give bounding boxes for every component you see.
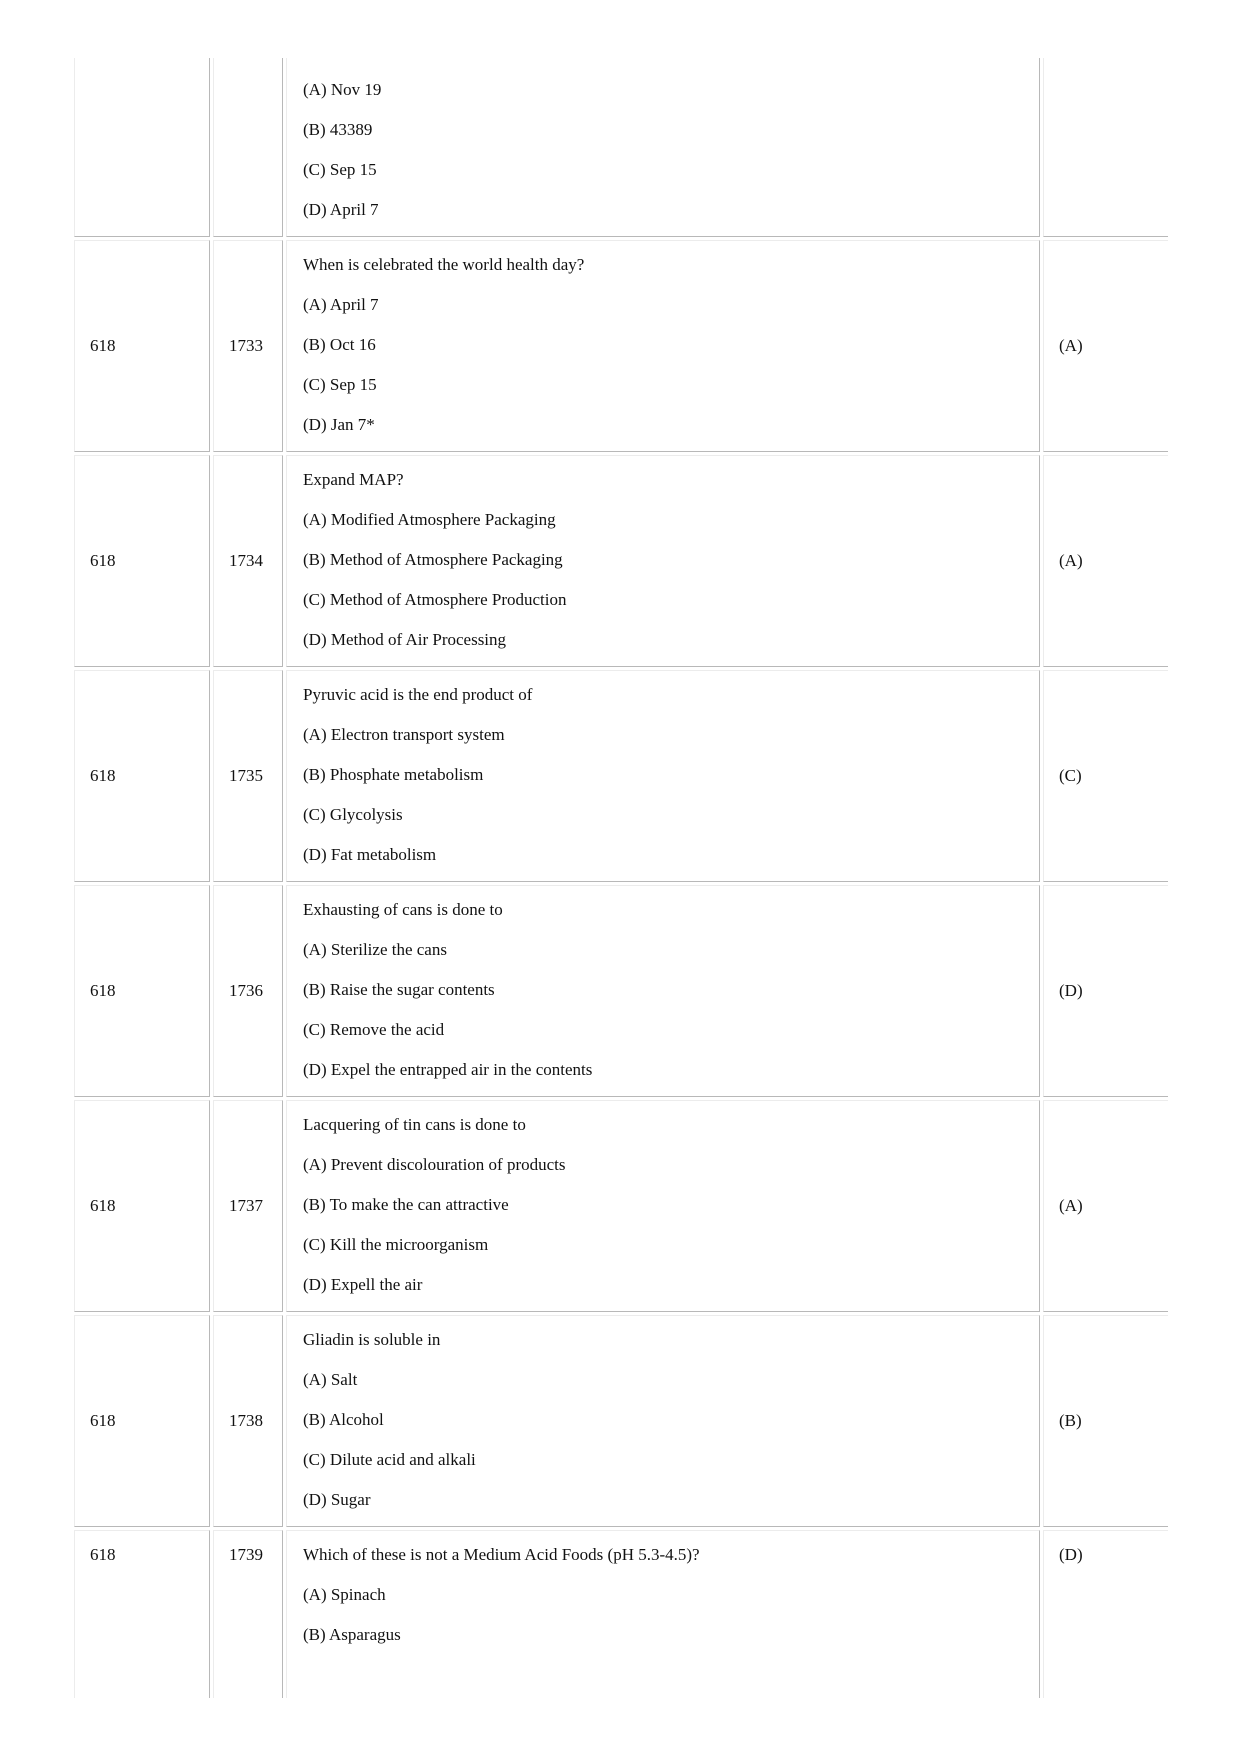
question-cell: [286, 670, 1040, 882]
question-cell: [286, 1530, 1040, 1698]
question-number-cell: 1735: [213, 670, 283, 882]
option-a: (A) Nov 19: [303, 79, 382, 99]
option-a: (A) Salt: [303, 1370, 358, 1389]
option-b: (B) Asparagus: [303, 1625, 401, 1644]
answer-cell: (A): [1043, 240, 1168, 452]
option-c: (C) Sep 15: [303, 375, 377, 394]
table-row: [74, 1100, 1168, 1312]
option-d: (D) Expell the air: [303, 1275, 423, 1294]
option-b: (B) Oct 16: [303, 335, 376, 354]
paper-code-cell: [74, 58, 210, 237]
paper-code-cell: 618: [74, 1315, 210, 1527]
table-row: [74, 240, 1168, 452]
question-number-cell: 1737: [213, 1100, 283, 1312]
answer-cell: (D): [1043, 885, 1168, 1097]
question-number-cell: 1739: [213, 1530, 283, 1698]
paper-code-cell: 618: [74, 455, 210, 667]
option-a: (A) April 7: [303, 295, 379, 314]
option-b: (B) Alcohol: [303, 1410, 384, 1429]
answer-cell: (D): [1043, 1530, 1168, 1698]
question-text: Pyruvic acid is the end product of: [303, 685, 533, 704]
option-a: (A) Electron transport system: [303, 725, 505, 744]
option-d: (D) Jan 7*: [303, 415, 375, 434]
question-text: When is celebrated the world health day?: [303, 255, 585, 274]
table-row: [74, 58, 1168, 237]
question-text: Expand MAP?: [303, 470, 404, 489]
option-a: (A) Spinach: [303, 1585, 386, 1604]
question-number-cell: 1736: [213, 885, 283, 1097]
question-cell: [286, 1100, 1040, 1312]
option-a: (A) Prevent discolouration of products: [303, 1155, 566, 1174]
option-c: (C) Kill the microorganism: [303, 1235, 489, 1254]
question-cell: [286, 1315, 1040, 1527]
option-b: (B) Phosphate metabolism: [303, 765, 484, 784]
question-number-cell: 1733: [213, 240, 283, 452]
option-c: (C) Dilute acid and alkali: [303, 1450, 476, 1469]
option-b: (B) 43389: [303, 119, 373, 139]
paper-code-cell: 618: [74, 1530, 210, 1698]
table-row: [74, 1315, 1168, 1527]
question-text: Exhausting of cans is done to: [303, 900, 503, 919]
question-cell: [286, 885, 1040, 1097]
option-a: (A) Modified Atmosphere Packaging: [303, 510, 556, 529]
question-table: [74, 58, 1168, 1698]
question-text: Which of these is not a Medium Acid Foods (pH 5.3-4.5)?: [303, 1545, 700, 1564]
paper-code-cell: 618: [74, 885, 210, 1097]
answer-cell: [1043, 58, 1168, 237]
paper-code-cell: 618: [74, 240, 210, 452]
question-number-cell: 1734: [213, 455, 283, 667]
option-d: (D) Method of Air Processing: [303, 630, 507, 649]
option-a: (A) Sterilize the cans: [303, 940, 447, 959]
question-sheet: [74, 58, 1168, 1698]
option-b: (B) Method of Atmosphere Packaging: [303, 550, 563, 569]
question-cell: [286, 240, 1040, 452]
paper-code-cell: 618: [74, 1100, 210, 1312]
option-b: (B) To make the can attractive: [303, 1195, 509, 1214]
option-d: (D) Sugar: [303, 1490, 371, 1509]
table-row: [74, 670, 1168, 882]
answer-cell: (C): [1043, 670, 1168, 882]
option-c: (C) Method of Atmosphere Production: [303, 590, 567, 609]
option-d: (D) Fat metabolism: [303, 845, 437, 864]
answer-cell: (A): [1043, 455, 1168, 667]
option-b: (B) Raise the sugar contents: [303, 980, 495, 999]
paper-code-cell: 618: [74, 670, 210, 882]
question-text: Lacquering of tin cans is done to: [303, 1115, 526, 1134]
option-d: (D) April 7: [303, 199, 379, 219]
answer-cell: (A): [1043, 1100, 1168, 1312]
option-c: (C) Remove the acid: [303, 1020, 445, 1039]
table-row: [74, 455, 1168, 667]
option-d: (D) Expel the entrapped air in the contents: [303, 1060, 593, 1079]
question-number-cell: 1738: [213, 1315, 283, 1527]
question-cell: [286, 58, 1040, 237]
question-cell: [286, 455, 1040, 667]
option-c: (C) Glycolysis: [303, 805, 403, 824]
question-number-cell: [213, 58, 283, 237]
table-row: [74, 1530, 1168, 1698]
option-c: (C) Sep 15: [303, 159, 377, 179]
answer-cell: (B): [1043, 1315, 1168, 1527]
question-text: Gliadin is soluble in: [303, 1330, 441, 1349]
table-row: [74, 885, 1168, 1097]
